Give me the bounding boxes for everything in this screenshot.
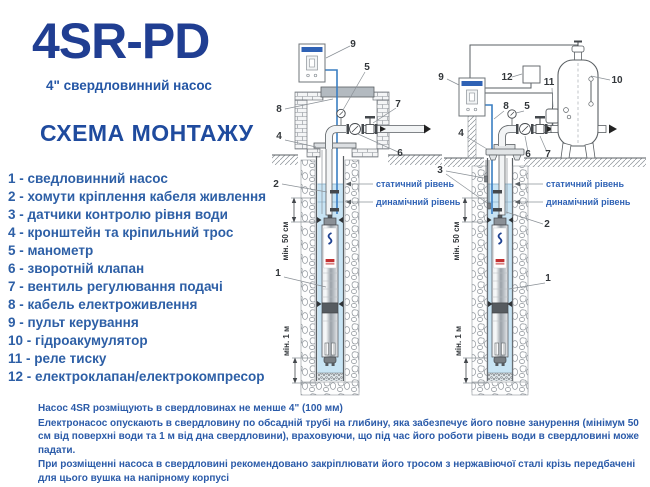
legend-item-5: 5 - манометр <box>8 243 94 258</box>
riser-pipe <box>499 155 505 215</box>
left-level-labels <box>346 179 461 207</box>
panel-post <box>468 116 476 158</box>
min-1m-label: мін. 1 м <box>282 325 291 357</box>
cable-clamp <box>493 190 502 194</box>
right-diagram <box>437 41 646 396</box>
legend-item-9: 9 - пульт керування <box>8 315 139 330</box>
legend-item-6: 6 - зворотній клапан <box>8 261 145 276</box>
legend-item-1: 1 - сведловинний насос <box>8 171 168 186</box>
legend-item-3: 3 - датчики контролю рівня води <box>8 207 228 222</box>
sensor-probe <box>488 203 491 209</box>
well-gravel <box>488 373 513 381</box>
control-panel <box>299 44 325 82</box>
right-piping <box>502 110 553 146</box>
static-level-label: статичний рівень <box>376 179 454 189</box>
left-diagram <box>272 39 461 395</box>
callout-4: 4 <box>458 128 464 139</box>
flow-arrow-icon <box>609 125 617 134</box>
callout-10: 10 <box>611 75 623 86</box>
note-paragraph-2: Електронасос опускають в свердловину по обсадній трубі на глибину, яка забезпечує його повне занурення (мінімум 50 см від поверхні води та 1 м від дна свердловини), враховуючи, що під час його роботи рівень води в свердловині може падати. <box>38 417 639 456</box>
callout-2: 2 <box>544 219 550 230</box>
gate-valve-icon <box>536 125 544 134</box>
dynamic-level-label: динамічний рівень <box>376 197 461 207</box>
callout-5: 5 <box>364 62 370 73</box>
min-50cm-label: мін. 50 см <box>281 221 290 261</box>
callout-8: 8 <box>276 104 282 115</box>
legend-item-11: 11 - реле тиску <box>8 351 107 366</box>
callout-1: 1 <box>275 268 281 279</box>
pit-cover-slab <box>321 87 374 97</box>
callout-12: 12 <box>501 72 513 83</box>
scheme-heading: СХЕМА МОНТАЖУ <box>40 120 254 146</box>
legend-item-4: 4 - кронштейн та кріпильний трос <box>8 225 234 240</box>
callout-5: 5 <box>524 101 530 112</box>
legend-item-8: 8 - кабель електроживлення <box>8 297 198 312</box>
min-50cm-label: мін. 50 см <box>452 221 461 261</box>
legend-item-10: 10 - гідроакумулятор <box>8 333 148 348</box>
installation-notes <box>38 402 642 486</box>
flow-arrow-icon <box>424 125 431 134</box>
product-title: 4SR-PD <box>32 13 210 69</box>
callout-7: 7 <box>545 149 551 160</box>
well-bottom-stones <box>301 382 359 395</box>
wellhead-bracket <box>314 143 356 148</box>
control-panel <box>459 78 485 116</box>
gate-valve-icon <box>366 125 374 134</box>
tank-inlet-port <box>551 126 558 133</box>
callout-4: 4 <box>276 131 282 142</box>
tank-top-valve-icon <box>572 46 584 52</box>
product-subtitle: 4" свердловинний насос <box>46 78 212 93</box>
well-stones <box>513 166 528 392</box>
well-stones <box>345 160 359 392</box>
legend-item-2: 2 - хомути кріплення кабеля живлення <box>8 189 267 204</box>
cable-clamp <box>330 190 339 194</box>
cable-clamp <box>330 208 339 212</box>
callout-11: 11 <box>543 77 555 88</box>
well-gravel <box>318 373 344 381</box>
legend-item-12: 12 - електроклапан/електрокомпресор <box>8 369 265 384</box>
well-stones <box>301 160 315 392</box>
note-paragraph-1: Насос 4SR розміщують в свердловинах не менше 4" (100 мм) <box>38 403 343 414</box>
tank-outlet-port <box>598 126 606 133</box>
cable-clamp <box>493 208 502 212</box>
well-bottom-stones <box>472 382 528 395</box>
callout-3: 3 <box>437 165 443 176</box>
min-1m-label: мін. 1 м <box>454 325 463 357</box>
static-level-label: статичний рівень <box>546 179 624 189</box>
dynamic-level-label: динамічний рівень <box>546 197 631 207</box>
callout-6: 6 <box>397 148 403 159</box>
callout-2: 2 <box>273 179 279 190</box>
electrovalve-box <box>523 66 540 83</box>
riser-pipe <box>326 147 332 215</box>
callout-7: 7 <box>395 99 401 110</box>
note-paragraph-3: При розміщенні насоса в свердловині рекомендовано закріплювати його тросом з нержавіючої сталі крізь передбачені для цього вушка на напірному корпусі <box>38 459 636 484</box>
callout-8: 8 <box>503 101 509 112</box>
callout-9: 9 <box>438 72 444 83</box>
legend-item-7: 7 - вентиль регулювання подачі <box>8 279 223 294</box>
callout-9: 9 <box>350 39 356 50</box>
right-level-labels <box>515 179 631 207</box>
hydroaccumulator-tank <box>551 41 617 159</box>
sensor-probe <box>485 176 488 182</box>
callout-6: 6 <box>525 149 531 160</box>
callout-1: 1 <box>545 273 551 284</box>
